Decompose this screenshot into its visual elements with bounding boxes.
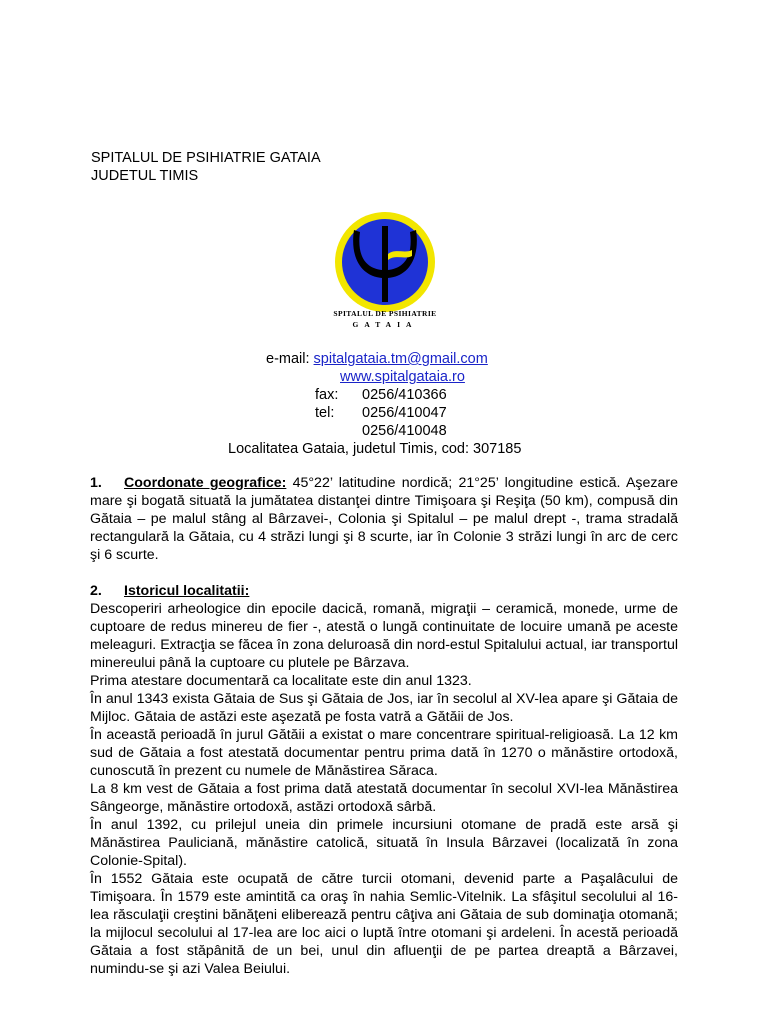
section-2-title: Istoricul localitatii: <box>124 583 250 599</box>
fax-number: 0256/410366 <box>362 387 447 403</box>
section-2-paragraph: În 1552 Gătaia este ocupată de către turcii otomani, devenid parte a Paşalâcului de Timişoara. În 1579 este amintită ca oraş în nahia Semlic-Vitelnik. La sfâşitul secolului al 16-lea răsculaţii creştini bănăţeni eliberează pentru câţiva ani Gătaia de sub dominaţia otomană; la mijlocul secolului al 17-lea are loc aici o luptă între otomani şi ardeleni. În acestă perioadă Gătaia a fost stăpânită de un bei, unul din afluenţii de pe partea dreaptă a Bârzavei, numindu-se şi azi Valea Beiului. <box>90 871 678 977</box>
county-name: JUDETUL TIMIS <box>91 168 199 184</box>
section-1 <box>90 474 678 564</box>
section-2-paragraph: În această perioadă în jurul Gătăii a existat o mare concentrare spiritual-religioasă. La 12 km sud de Gătaia a fost atestată documentar pentru prima dată în 1270 o mănăstire ortodoxă, cunoscută în prezent cu numele de Mănăstirea Săraca. <box>90 727 678 779</box>
section-1-number: 1. <box>90 475 102 491</box>
section-2-paragraph: În anul 1392, cu prilejul uneia din primele incursiuni otomane de pradă este arsă şi Mănăstirea Pauliciană, mănăstire catolică, situată în Insula Bârzavei (localizată în zona Colonie-Spital). <box>90 817 678 869</box>
section-spacer <box>90 564 678 582</box>
section-2-heading <box>90 582 678 600</box>
email-link[interactable]: spitalgataia.tm@gmail.com <box>313 351 488 367</box>
logo-caption-line1: SPITALUL DE PSIHIATRIE <box>333 309 437 318</box>
section-2-paragraph: La 8 km vest de Gătaia a fost prima dată atestată documentar în secolul XVI-lea Mănăstirea Sângeorge, mănăstire ortodoxă, astăzi ortodoxă sârbă. <box>90 781 678 815</box>
email-label: e-mail: <box>266 351 310 367</box>
section-1-text: 45°22’ latitudine nordică; 21°25’ longitudine estică. Aşezare mare şi bogată situată la jumătatea distanţei dintre Timişoara şi Reşiţa (50 km), compusă din Gătaia – pe malul stâng al Bârzavei-, Colonia şi Spitalul – pe malul drept -, trama stradală rectangulară la Gătaia, cu 4 străzi lungi şi 8 scurte, iar în Colonie 3 străzi lungi în arc de cerc şi 6 scurte. <box>90 475 678 563</box>
section-2-paragraph: În anul 1343 exista Gătaia de Sus şi Gătaia de Jos, iar în secolul al XV-lea apare şi Gătaia de Mijloc. Gătaia de astăzi este aşezată pe fosta vatră a Gătăii de Jos. <box>90 691 678 725</box>
document-body <box>90 474 678 978</box>
tel-number-1: 0256/410047 <box>362 405 447 421</box>
section-2-number: 2. <box>90 583 102 599</box>
contact-fax-line <box>315 386 447 404</box>
fax-label: fax: <box>315 387 339 403</box>
contact-tel-line-2 <box>362 422 447 440</box>
logo-caption-line2: GATAIA <box>352 320 418 329</box>
section-1-title: Coordonate geografice: <box>124 475 287 491</box>
tel-label: tel: <box>315 405 335 421</box>
contact-website-line <box>340 368 465 386</box>
website-link[interactable]: www.spitalgataia.ro <box>340 369 465 385</box>
section-2-paragraph: Descoperiri arheologice din epocile dacică, romană, migraţii – ceramică, monede, urme de cuptoare de redus minereu de fier -, atestă o lungă continuitate de locuire umană pe aceste meleaguri. Extracţia se făcea în zona deluroasă din nord-estul Spitalului actual, iar transportul minereului până la cuptoare cu plutele pe Bârzava. <box>90 601 678 671</box>
locality-line: Localitatea Gataia, judetul Timis, cod: 307185 <box>228 441 522 457</box>
hospital-name: SPITALUL DE PSIHIATRIE GATAIA <box>91 150 321 166</box>
tel-number-2: 0256/410048 <box>362 423 447 439</box>
contact-email-line <box>266 350 488 368</box>
section-2-paragraph: Prima atestare documentară ca localitate este din anul 1323. <box>90 673 472 689</box>
contact-tel-line <box>315 404 447 422</box>
